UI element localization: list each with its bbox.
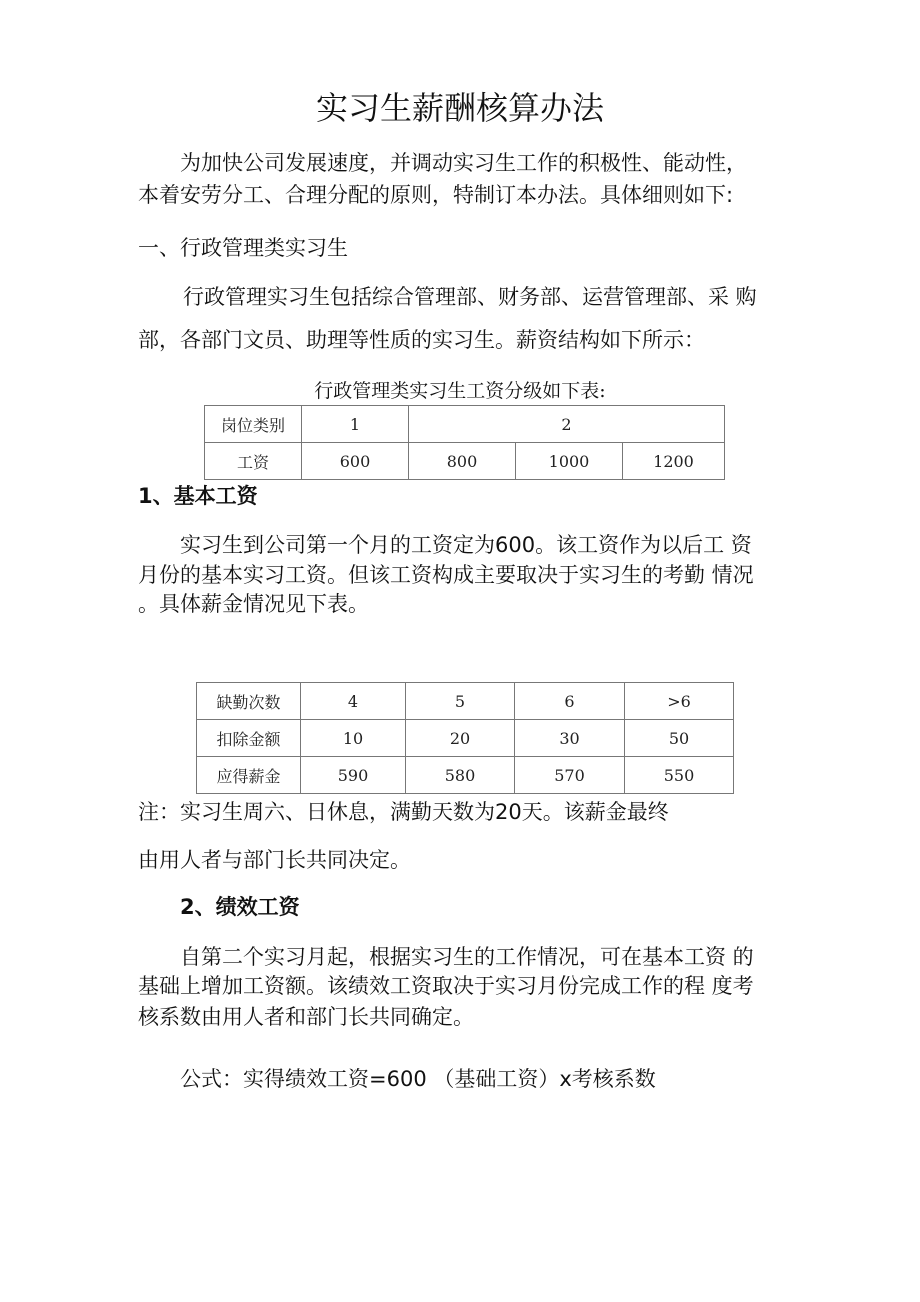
table-cell: 580 <box>406 757 515 794</box>
table-cell: 50 <box>625 720 734 757</box>
note-line: 注：实习生周六、日休息，满勤天数为20天。该薪金最终 <box>138 800 669 824</box>
table-cell: 800 <box>409 443 516 480</box>
table-cell: 550 <box>625 757 734 794</box>
table-cell: 2 <box>409 406 725 443</box>
table-cell: 590 <box>301 757 406 794</box>
intro-line: 为加快公司发展速度，并调动实习生工作的积极性、能动性， <box>180 151 747 175</box>
salary-grade-table <box>204 405 725 480</box>
row-label: 工资 <box>205 443 302 480</box>
table-cell: 570 <box>515 757 625 794</box>
table-cell: 20 <box>406 720 515 757</box>
row-label: 缺勤次数 <box>197 683 301 720</box>
table-cell: 10 <box>301 720 406 757</box>
row-label: 岗位类别 <box>205 406 302 443</box>
note-line: 由用人者与部门长共同决定。 <box>138 848 411 872</box>
table-cell: 30 <box>515 720 625 757</box>
table-caption: 行政管理类实习生工资分级如下表: <box>314 380 606 402</box>
paragraph-line: 实习生到公司第一个月的工资定为600。该工资作为以后工 资 <box>180 533 752 557</box>
table-cell: 600 <box>302 443 409 480</box>
table-row <box>197 757 734 794</box>
intro-line: 本着安劳分工、合理分配的原则，特制订本办法。具体细则如下: <box>138 183 734 207</box>
table-cell: 5 <box>406 683 515 720</box>
section-heading: 2、绩效工资 <box>180 895 300 919</box>
paragraph-line: 部，各部门文员、助理等性质的实习生。薪资结构如下所示： <box>138 328 705 352</box>
table-cell: 4 <box>301 683 406 720</box>
formula: 公式：实得绩效工资=600 （基础工资）x考核系数 <box>180 1067 656 1091</box>
table-row <box>197 683 734 720</box>
paragraph-line: 月份的基本实习工资。但该工资构成主要取决于实习生的考勤 情况 <box>138 563 754 587</box>
paragraph-line: 。具体薪金情况见下表。 <box>138 592 369 616</box>
table-cell: >6 <box>625 683 734 720</box>
row-label: 应得薪金 <box>197 757 301 794</box>
table-cell: 6 <box>515 683 625 720</box>
attendance-table <box>196 682 734 794</box>
table-row <box>197 720 734 757</box>
table-row <box>205 406 725 443</box>
section-heading: 一、行政管理类实习生 <box>138 236 348 260</box>
section-heading: 1、基本工资 <box>138 484 258 508</box>
table-cell: 1 <box>302 406 409 443</box>
table-cell: 1000 <box>516 443 623 480</box>
paragraph-line: 自第二个实习月起，根据实习生的工作情况，可在基本工资 的 <box>180 945 754 969</box>
paragraph-line: 基础上增加工资额。该绩效工资取决于实习月份完成工作的程 度考 <box>138 974 754 998</box>
table-row <box>205 443 725 480</box>
document-title: 实习生薪酬核算办法 <box>315 89 604 127</box>
paragraph-line: 核系数由用人者和部门长共同确定。 <box>138 1005 474 1029</box>
paragraph-line: 行政管理实习生包括综合管理部、财务部、运营管理部、采 购 <box>183 285 757 309</box>
table-cell: 1200 <box>623 443 725 480</box>
row-label: 扣除金额 <box>197 720 301 757</box>
